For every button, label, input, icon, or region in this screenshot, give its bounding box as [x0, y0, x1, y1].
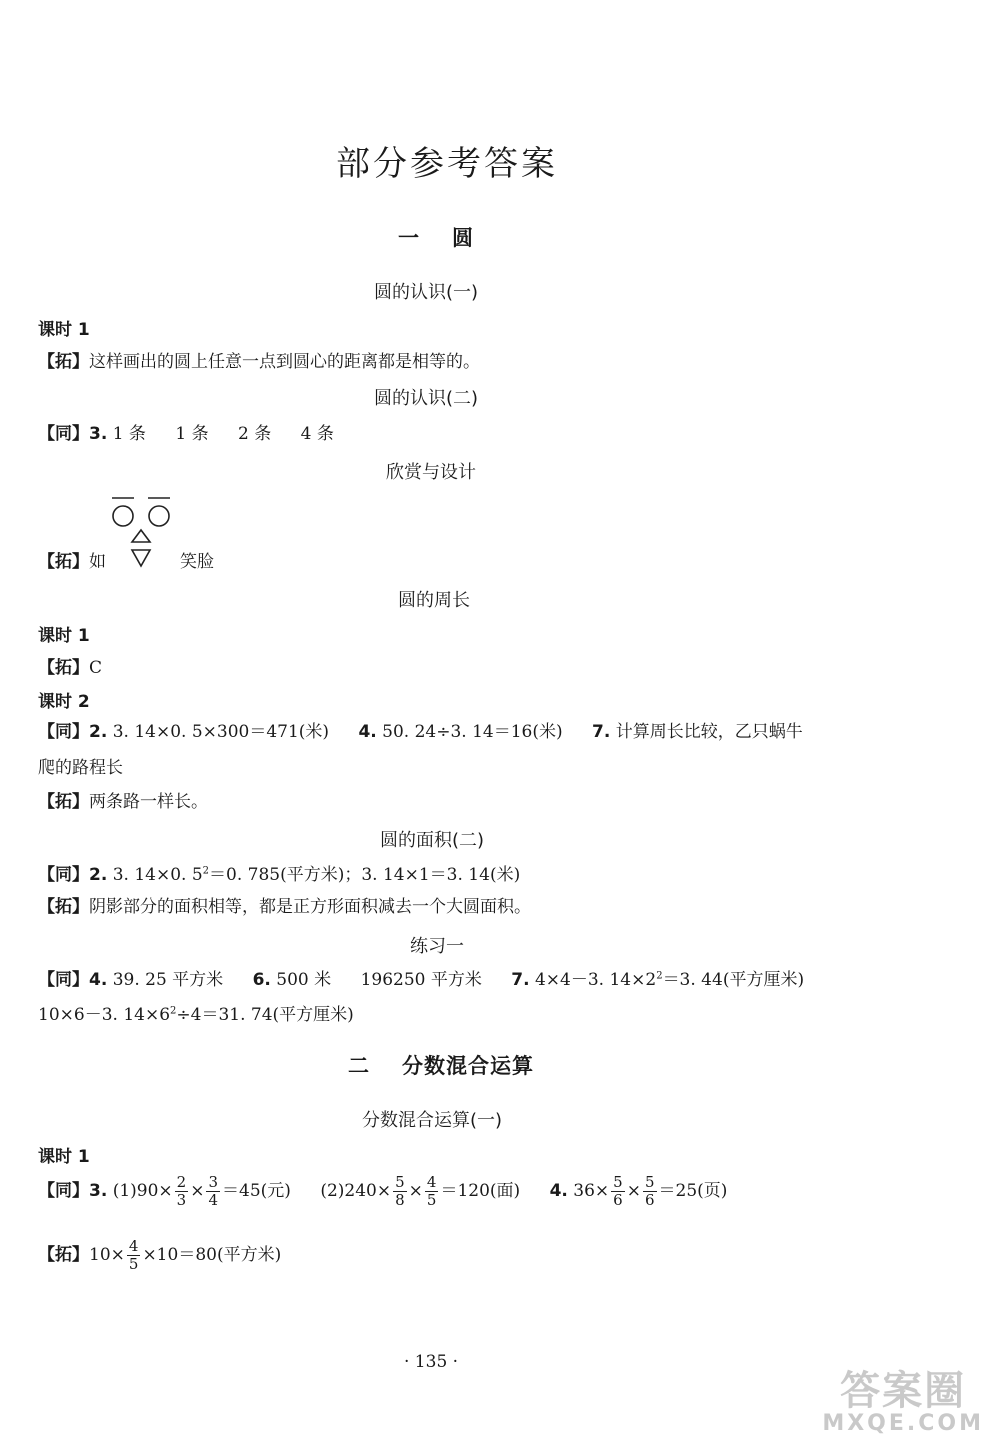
question-number: 3.	[89, 1181, 108, 1201]
answer-text: 2 条	[237, 424, 272, 444]
answer-text: ＝120(面)	[440, 1181, 521, 1201]
answer-tag: 【拓】	[38, 552, 89, 572]
answer-text: 如	[89, 552, 106, 572]
fraction: $\frac{4}{5}$	[426, 1173, 437, 1209]
answer-tag: 【拓】	[38, 1245, 89, 1265]
answer-text: 笑脸	[180, 552, 214, 572]
watermark-logo: 答案圈 MXQE.COM	[822, 1368, 984, 1436]
answer-text: ×10＝80(平方米)	[142, 1245, 282, 1265]
answer-text: C	[89, 658, 103, 678]
exponent: 2	[170, 1005, 177, 1017]
question-number: 4.	[549, 1181, 568, 1201]
answer-text: 1 条	[175, 424, 209, 444]
page-title: 部分参考答案	[336, 144, 558, 184]
answer-line	[38, 350, 480, 374]
fraction: $\frac{5}{8}$	[395, 1173, 405, 1209]
chapter-1-number: 一	[398, 226, 420, 250]
answer-text: 阴影部分的面积相等，都是正方形面积减去一个大圆面积。	[89, 897, 531, 917]
answer-tag: 【拓】	[38, 658, 89, 678]
answer-tag: 【拓】	[38, 792, 89, 812]
answer-tag: 【拓】	[38, 897, 89, 917]
section-title: 圆的周长	[398, 590, 470, 611]
answer-line	[38, 1003, 354, 1027]
times-sign: ×	[190, 1181, 205, 1201]
section-title: 分数混合运算(一)	[362, 1110, 503, 1131]
answer-line	[38, 656, 102, 680]
answer-text: 4 条	[300, 424, 334, 444]
answer-text: 36×	[573, 1181, 610, 1201]
answer-text: 计算周长比较，乙只蜗牛	[615, 722, 803, 742]
answer-text: (1)90×	[112, 1181, 173, 1201]
chapter-2-heading	[348, 1050, 534, 1080]
times-sign: ×	[408, 1181, 423, 1201]
answer-line	[38, 895, 531, 919]
answer-text: 39. 25 平方米	[112, 970, 224, 990]
section-title: 圆的认识(一)	[374, 282, 479, 303]
answer-line	[38, 863, 520, 887]
answer-text: 10×	[89, 1245, 125, 1265]
question-number: 2.	[89, 722, 108, 742]
chapter-1-name: 圆	[452, 226, 474, 250]
answer-text: ＝25(页)	[658, 1181, 728, 1201]
answer-text: 196250 平方米	[360, 970, 482, 990]
answer-text: 500 米	[276, 970, 332, 990]
question-number: 4.	[89, 970, 108, 990]
answer-tag: 【同】	[38, 424, 89, 444]
fraction: $\frac{5}{6}$	[613, 1173, 623, 1209]
answer-text: 50. 24÷3. 14＝16(米)	[382, 722, 563, 742]
question-number: 2.	[89, 865, 108, 885]
answer-text: 1 条	[112, 424, 146, 444]
answer-text: 两条路一样长。	[89, 792, 208, 812]
lesson-label: 课时 1	[38, 626, 90, 646]
question-number: 7.	[511, 970, 530, 990]
answer-text: ＝0. 785(平方米)；3. 14×1＝3. 14(米)	[209, 865, 521, 885]
smiley-face-figure	[108, 492, 178, 572]
lesson-label: 课时 1	[38, 1147, 90, 1167]
answer-line	[38, 1238, 281, 1273]
answer-text: ÷4＝31. 74(平方厘米)	[176, 1005, 354, 1025]
question-number: 6.	[252, 970, 271, 990]
answer-tag: 【拓】	[38, 352, 89, 372]
exponent: 2	[656, 970, 663, 982]
section-title: 练习一	[410, 936, 464, 957]
lesson-label: 课时 1	[38, 320, 90, 340]
answer-text: 10×6－3. 14×6	[38, 1005, 171, 1025]
chapter-1-heading	[398, 222, 474, 252]
section-title: 欣赏与设计	[386, 462, 476, 483]
fraction: $\frac{3}{4}$	[208, 1173, 219, 1209]
question-number: 4.	[358, 722, 377, 742]
fraction: $\frac{2}{3}$	[176, 1173, 187, 1209]
answer-line	[38, 1174, 727, 1209]
answer-text: ＝3. 44(平方厘米)	[662, 970, 805, 990]
page-number: · 135 ·	[404, 1352, 459, 1372]
section-title: 圆的认识(二)	[374, 388, 479, 409]
times-sign: ×	[626, 1181, 641, 1201]
exponent: 2	[202, 865, 210, 877]
answer-text: ＝45(元)	[222, 1181, 291, 1201]
question-number: 3.	[89, 424, 108, 444]
answer-tag: 【同】	[38, 970, 89, 990]
chapter-2-name: 分数混合运算	[402, 1054, 534, 1078]
answer-text: 这样画出的圆上任意一点到圆心的距离都是相等的。	[89, 352, 480, 372]
answer-line	[38, 720, 803, 744]
chapter-2-number: 二	[348, 1054, 370, 1078]
answer-text: 3. 14×0. 5×300＝471(米)	[112, 722, 330, 742]
lesson-label: 课时 2	[38, 692, 90, 712]
answer-line	[38, 422, 334, 446]
question-number: 7.	[592, 722, 611, 742]
answer-text: 3. 14×0. 5	[112, 865, 203, 885]
answer-text: 爬的路程长	[38, 758, 123, 778]
answer-text: (2)240×	[320, 1181, 392, 1201]
answer-line	[38, 968, 804, 992]
fraction: $\frac{5}{6}$	[644, 1173, 655, 1209]
answer-tag: 【同】	[38, 1181, 89, 1201]
answer-line	[38, 790, 208, 814]
answer-tag: 【同】	[38, 865, 89, 885]
answer-text: 4×4－3. 14×2	[534, 970, 657, 990]
section-title: 圆的面积(二)	[380, 830, 485, 851]
fraction: $\frac{4}{5}$	[128, 1237, 139, 1273]
answer-line	[38, 550, 106, 574]
answer-tag: 【同】	[38, 722, 89, 742]
